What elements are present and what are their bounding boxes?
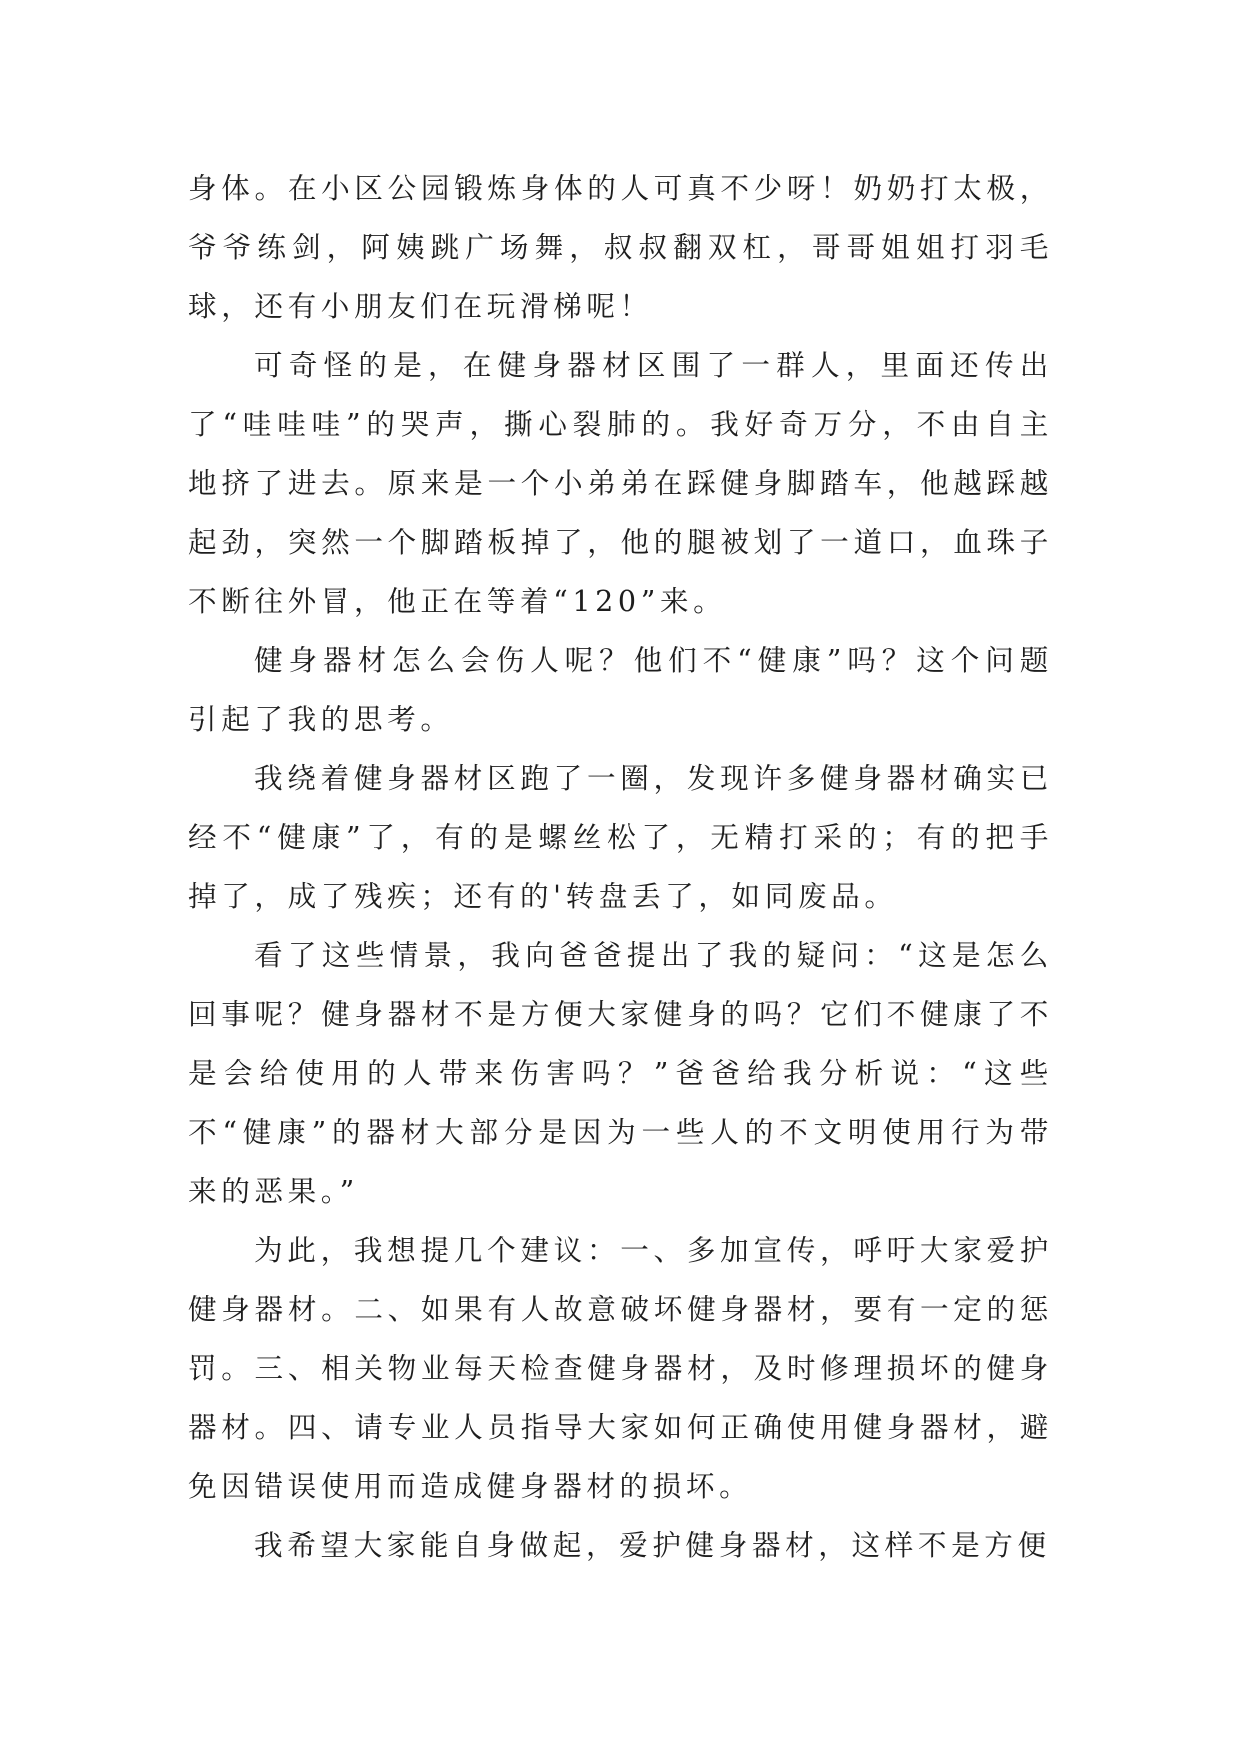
paragraph-question: 健身器材怎么会伤人呢？他们不“健康”吗？这个问题引起了我的思考。 xyxy=(188,643,1053,736)
paragraph-suggestions: 为此，我想提几个建议：一、多加宣传，呼吁大家爱护健身器材。二、如果有人故意破坏健身器材，要有一定的惩罚。三、相关物业每天检查健身器材，及时修理损坏的健身器材。四、请专业人员指导大家如何正确使用健身器材，避免因错误使用而造成健身器材的损坏。 xyxy=(188,1233,1053,1503)
paragraph-crowd-at-equipment: 可奇怪的是，在健身器材区围了一群人，里面还传出了“哇哇哇”的哭声，撕心裂肺的。我好奇万分，不由自主地挤了进去。原来是一个小弟弟在踩健身脚踏车，他越踩越起劲，突然一个脚踏板掉了，他的腿被划了一道口，血珠子不断往外冒，他正在等着“120”来。 xyxy=(188,348,1053,618)
document-body xyxy=(188,159,1053,1575)
paragraph-broken-equipment: 我绕着健身器材区跑了一圈，发现许多健身器材确实已经不“健康”了，有的是螺丝松了，无精打采的；有的把手掉了，成了残疾；还有的'转盘丢了，如同废品。 xyxy=(188,761,1053,913)
paragraph-closing: 我希望大家能自身做起，爱护健身器材，这样不是方便 xyxy=(254,1528,1051,1562)
paragraph-continuation: 身体。在小区公园锻炼身体的人可真不少呀！奶奶打太极，爷爷练剑，阿姨跳广场舞，叔叔翻双杠，哥哥姐姐打羽毛球，还有小朋友们在玩滑梯呢！ xyxy=(188,171,1053,323)
paragraph-dad-explains: 看了这些情景，我向爸爸提出了我的疑问：“这是怎么回事呢？健身器材不是方便大家健身的吗？它们不健康了不是会给使用的人带来伤害吗？”爸爸给我分析说：“这些不“健康”的器材大部分是因为一些人的不文明使用行为带来的恶果。” xyxy=(188,938,1053,1208)
